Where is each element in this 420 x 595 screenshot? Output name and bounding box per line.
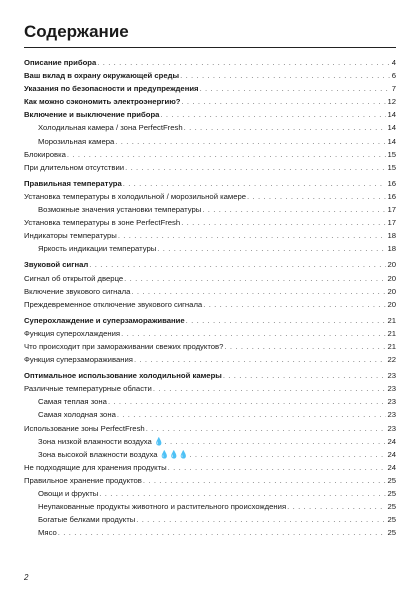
toc-leader-dots xyxy=(118,229,387,242)
toc-entry[interactable] xyxy=(24,108,396,121)
page-title: Содержание xyxy=(24,22,129,41)
toc-entry-page: 21 xyxy=(387,328,396,338)
toc-entry[interactable] xyxy=(24,298,396,311)
toc-leader-dots xyxy=(146,422,387,435)
toc-entry[interactable] xyxy=(24,369,396,382)
toc-entry[interactable] xyxy=(24,135,396,148)
toc-entry-title: При длительном отсутствии xyxy=(24,162,125,172)
toc-entry[interactable] xyxy=(24,382,396,395)
toc-entry[interactable] xyxy=(24,526,396,539)
toc-entry-page: 17 xyxy=(387,218,396,228)
toc-entry-page: 15 xyxy=(387,149,396,159)
toc-entry-title: Возможные значения установки температуры xyxy=(38,205,202,215)
toc-leader-dots xyxy=(153,382,387,395)
table-of-contents xyxy=(24,56,396,539)
toc-entry-title: Функция суперохлаждения xyxy=(24,328,121,338)
toc-leader-dots xyxy=(203,298,386,311)
toc-entry-page: 12 xyxy=(387,97,396,107)
toc-entry[interactable] xyxy=(24,203,396,216)
toc-entry-page: 25 xyxy=(387,515,396,525)
toc-entry[interactable] xyxy=(24,353,396,366)
toc-entry[interactable] xyxy=(24,242,396,255)
toc-entry-title: Самая теплая зона xyxy=(38,397,107,407)
toc-leader-dots xyxy=(97,56,390,69)
toc-entry-page: 23 xyxy=(387,384,396,394)
toc-entry[interactable] xyxy=(24,408,396,421)
toc-entry-page: 15 xyxy=(387,162,396,172)
toc-leader-dots xyxy=(67,148,387,161)
toc-entry-title: Богатые белками продукты xyxy=(38,515,136,525)
toc-entry-title: Не подходящие для хранения продукты xyxy=(24,462,167,472)
toc-entry[interactable] xyxy=(24,121,396,134)
toc-entry[interactable] xyxy=(24,272,396,285)
toc-entry-title: Функция суперзамораживания xyxy=(24,355,133,365)
toc-entry-title: Указания по безопасности и предупреждения xyxy=(24,84,199,94)
toc-entry[interactable] xyxy=(24,190,396,203)
toc-entry[interactable] xyxy=(24,435,396,448)
toc-entry-title: Правильная температура xyxy=(24,178,122,188)
toc-entry-page: 23 xyxy=(387,371,396,381)
toc-entry[interactable] xyxy=(24,95,396,108)
toc-leader-dots xyxy=(202,203,386,216)
toc-leader-dots xyxy=(247,190,386,203)
toc-entry-page: 20 xyxy=(387,286,396,296)
toc-leader-dots xyxy=(124,272,386,285)
toc-leader-dots xyxy=(143,474,387,487)
toc-leader-dots xyxy=(125,161,386,174)
toc-leader-dots xyxy=(117,408,387,421)
toc-entry[interactable] xyxy=(24,314,396,327)
toc-entry-page: 23 xyxy=(387,423,396,433)
toc-entry-title: Что происходит при замораживании свежих продуктов? xyxy=(24,341,224,351)
toc-entry-page: 24 xyxy=(387,449,396,459)
toc-entry-title: Индикаторы температуры xyxy=(24,231,117,241)
toc-entry-title: Яркость индикации температуры xyxy=(38,244,157,254)
toc-entry-title: Как можно сэкономить электроэнергию? xyxy=(24,97,181,107)
title-rule xyxy=(24,47,396,48)
toc-entry-page: 18 xyxy=(387,231,396,241)
toc-entry-title: Правильное хранение продуктов xyxy=(24,475,142,485)
toc-entry[interactable] xyxy=(24,82,396,95)
toc-leader-dots xyxy=(89,258,386,271)
toc-entry-page: 6 xyxy=(391,71,396,81)
toc-entry-page: 25 xyxy=(387,528,396,538)
toc-leader-dots xyxy=(115,135,386,148)
toc-entry-page: 20 xyxy=(387,260,396,270)
toc-entry-title: Самая холодная зона xyxy=(38,410,116,420)
toc-leader-dots xyxy=(189,448,386,461)
toc-entry-page: 14 xyxy=(387,136,396,146)
toc-leader-dots xyxy=(131,285,386,298)
toc-entry-title: Суперохлаждение и суперзамораживание xyxy=(24,315,185,325)
toc-entry[interactable] xyxy=(24,340,396,353)
toc-entry[interactable] xyxy=(24,216,396,229)
toc-leader-dots xyxy=(287,500,386,513)
page-number: 2 xyxy=(24,573,29,582)
toc-entry[interactable] xyxy=(24,487,396,500)
toc-leader-dots xyxy=(165,435,387,448)
toc-leader-dots xyxy=(181,95,386,108)
toc-entry-title: Сигнал об открытой дверце xyxy=(24,273,124,283)
toc-entry-page: 16 xyxy=(387,178,396,188)
toc-entry-title: Различные температурные области xyxy=(24,384,152,394)
toc-entry-page: 16 xyxy=(387,191,396,201)
toc-entry-title: Морозильная камера xyxy=(38,136,115,146)
toc-leader-dots xyxy=(136,513,386,526)
toc-entry-page: 23 xyxy=(387,410,396,420)
toc-entry-title: Зона высокой влажности воздуха 💧💧💧 xyxy=(38,449,189,459)
toc-entry-title: Установка температуры в холодильной / морозильной камере xyxy=(24,191,247,201)
toc-entry[interactable] xyxy=(24,285,396,298)
toc-entry-page: 14 xyxy=(387,123,396,133)
toc-entry-title: Мясо xyxy=(38,528,57,538)
toc-entry-title: Холодильная камера / зона PerfectFresh xyxy=(38,123,183,133)
toc-entry-page: 25 xyxy=(387,475,396,485)
toc-entry-title: Описание прибора xyxy=(24,58,97,67)
toc-entry-title: Зона низкой влажности воздуха 💧 xyxy=(38,436,164,446)
toc-entry-page: 17 xyxy=(387,205,396,215)
toc-leader-dots xyxy=(123,177,387,190)
toc-entry-page: 7 xyxy=(391,84,396,94)
toc-entry[interactable] xyxy=(24,258,396,271)
toc-entry-page: 14 xyxy=(387,110,396,120)
toc-leader-dots xyxy=(157,242,386,255)
toc-entry[interactable] xyxy=(24,474,396,487)
toc-entry-title: Овощи и фрукты xyxy=(38,489,99,498)
toc-leader-dots xyxy=(186,314,387,327)
toc-leader-dots xyxy=(121,327,386,340)
toc-entry-page: 22 xyxy=(387,355,396,365)
toc-entry[interactable] xyxy=(24,513,396,526)
toc-leader-dots xyxy=(108,395,386,408)
toc-entry[interactable] xyxy=(24,56,396,69)
toc-entry-title: Блокировка xyxy=(24,149,66,159)
toc-entry-page: 21 xyxy=(387,341,396,351)
toc-leader-dots xyxy=(134,353,387,366)
toc-entry[interactable] xyxy=(24,229,396,242)
toc-entry-title: Преждевременное отключение звукового сигнала xyxy=(24,299,203,309)
toc-leader-dots xyxy=(180,69,391,82)
toc-entry-page: 20 xyxy=(387,273,396,283)
toc-entry[interactable] xyxy=(24,395,396,408)
toc-entry-title: Неупакованные продукты животного и растительного происхождения xyxy=(38,502,287,512)
toc-leader-dots xyxy=(224,340,386,353)
toc-entry-title: Включение и выключение прибора xyxy=(24,110,160,120)
toc-entry-page: 18 xyxy=(387,244,396,254)
toc-entry-title: Включение звукового сигнала xyxy=(24,286,131,296)
toc-entry[interactable] xyxy=(24,327,396,340)
toc-entry-page: 20 xyxy=(387,299,396,309)
toc-entry-page: 24 xyxy=(387,436,396,446)
toc-entry-page: 25 xyxy=(387,502,396,512)
toc-entry[interactable] xyxy=(24,161,396,174)
toc-entry-page: 23 xyxy=(387,397,396,407)
toc-entry[interactable] xyxy=(24,148,396,161)
toc-entry-page: 25 xyxy=(387,489,396,498)
toc-entry-title: Звуковой сигнал xyxy=(24,260,89,270)
toc-leader-dots xyxy=(168,461,387,474)
toc-entry[interactable] xyxy=(24,461,396,474)
toc-entry[interactable] xyxy=(24,500,396,513)
toc-entry[interactable] xyxy=(24,422,396,435)
toc-entry[interactable] xyxy=(24,177,396,190)
toc-entry-title: Ваш вклад в охрану окружающей среды xyxy=(24,71,180,81)
toc-leader-dots xyxy=(99,487,386,500)
toc-entry-title: Использование зоны PerfectFresh xyxy=(24,423,145,433)
toc-leader-dots xyxy=(58,526,387,539)
toc-leader-dots xyxy=(184,121,387,134)
toc-entry[interactable] xyxy=(24,69,396,82)
toc-leader-dots xyxy=(200,82,391,95)
toc-entry-title: Установка температуры в зоне PerfectFresh xyxy=(24,218,181,228)
toc-entry-page: 4 xyxy=(391,58,396,67)
toc-entry-page: 24 xyxy=(387,462,396,472)
toc-entry-title: Оптимальное использование холодильной камеры xyxy=(24,371,222,381)
toc-leader-dots xyxy=(181,216,386,229)
toc-leader-dots xyxy=(160,108,386,121)
toc-entry[interactable] xyxy=(24,448,396,461)
toc-leader-dots xyxy=(223,369,387,382)
toc-entry-page: 21 xyxy=(387,315,396,325)
